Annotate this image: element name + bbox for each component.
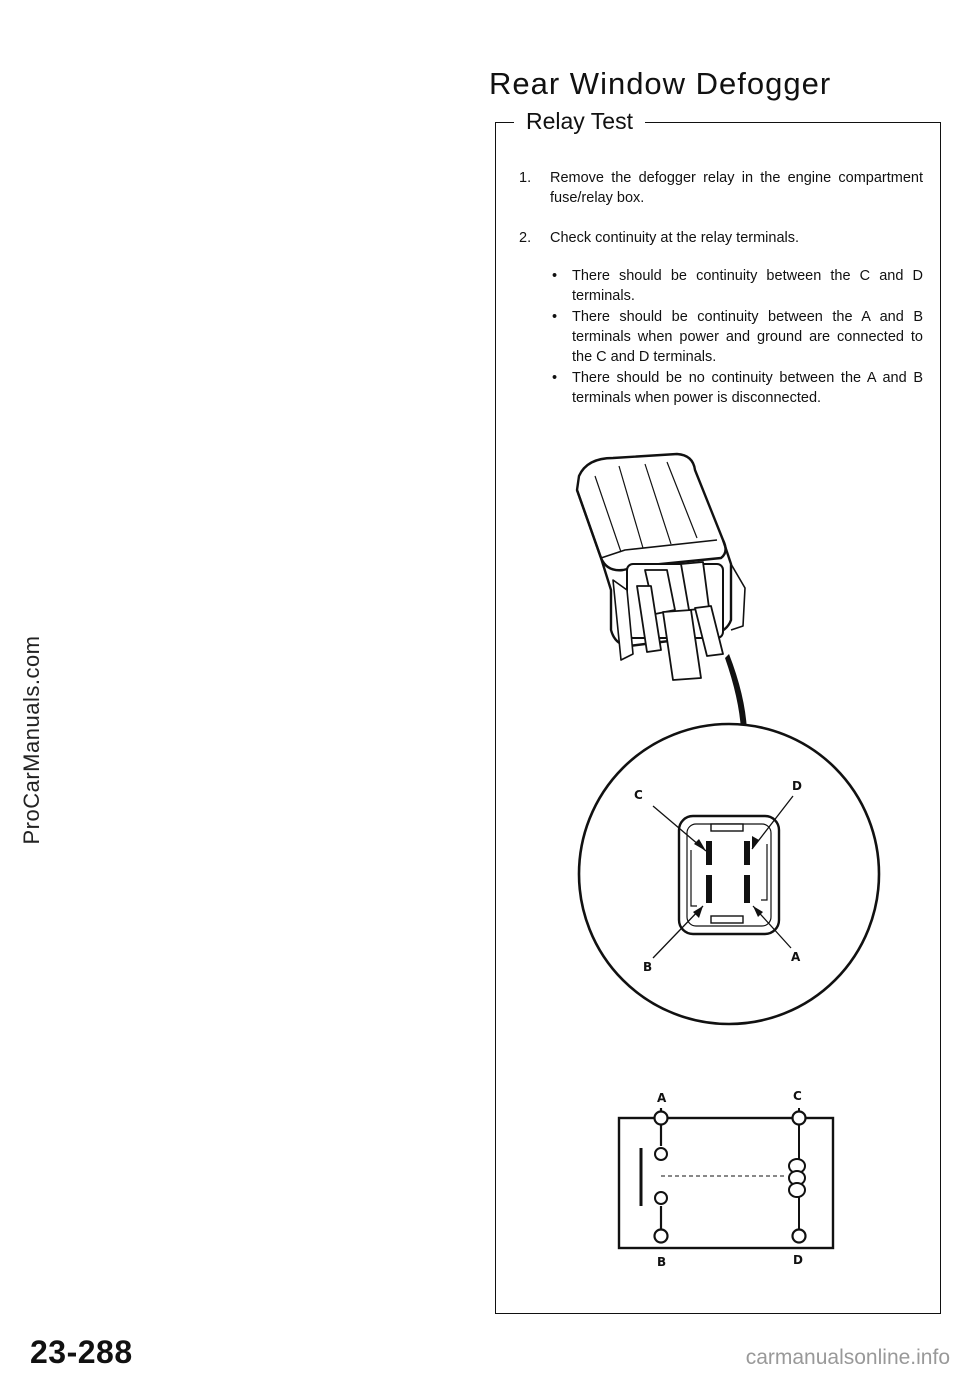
section-title: Relay Test	[514, 108, 645, 135]
step-1	[519, 168, 923, 208]
bullet-text: There should be continuity between the A and B terminals when power and ground are connected to the C and D terminals.	[572, 309, 923, 365]
magnified-view-circle	[579, 724, 879, 1024]
bullet-dot: •	[552, 370, 558, 386]
page-number: 23-288	[30, 1334, 133, 1370]
connector-label-b: B	[643, 960, 653, 974]
step-text: Remove the defogger relay in the engine compartment fuse/relay box.	[550, 170, 923, 206]
bullet-text: There should be continuity between the C and D terminals.	[572, 268, 923, 304]
step-2	[519, 228, 923, 248]
bullet-dot: •	[552, 309, 558, 325]
connector-label-a: A	[791, 950, 801, 964]
continuity-checks	[519, 266, 923, 408]
schematic-label-d: D	[793, 1253, 803, 1267]
page-title: Rear Window Defogger	[489, 66, 832, 101]
coil-winding	[789, 1108, 805, 1242]
step-text: Check continuity at the relay terminals.	[550, 230, 800, 246]
bullet-item	[552, 368, 923, 408]
connector-label-d: D	[792, 779, 802, 793]
schematic-label-c: C	[793, 1089, 802, 1103]
footer-watermark: carmanualsonline.info	[745, 1346, 950, 1369]
bullet-text: There should be no continuity between the A and B terminals when power is disconnected.	[572, 370, 923, 406]
relay-schematic	[495, 1080, 941, 1280]
step-number: 1.	[519, 170, 532, 186]
connector-label-c: C	[634, 788, 643, 802]
schematic-label-b: B	[657, 1255, 667, 1269]
side-watermark-text: ProCarManuals.com	[19, 635, 44, 845]
instruction-steps	[519, 168, 923, 408]
switch-contacts	[641, 1108, 667, 1242]
schematic-label-a: A	[657, 1091, 667, 1105]
bullet-item	[552, 307, 923, 367]
bullet-item	[552, 266, 923, 306]
bullet-dot: •	[552, 268, 558, 284]
relay-illustration	[495, 440, 941, 1040]
leader-pointer	[725, 654, 747, 730]
side-watermark	[14, 590, 50, 890]
terminal-dots	[655, 1112, 806, 1243]
relay-body	[577, 454, 745, 680]
step-number: 2.	[519, 230, 532, 246]
